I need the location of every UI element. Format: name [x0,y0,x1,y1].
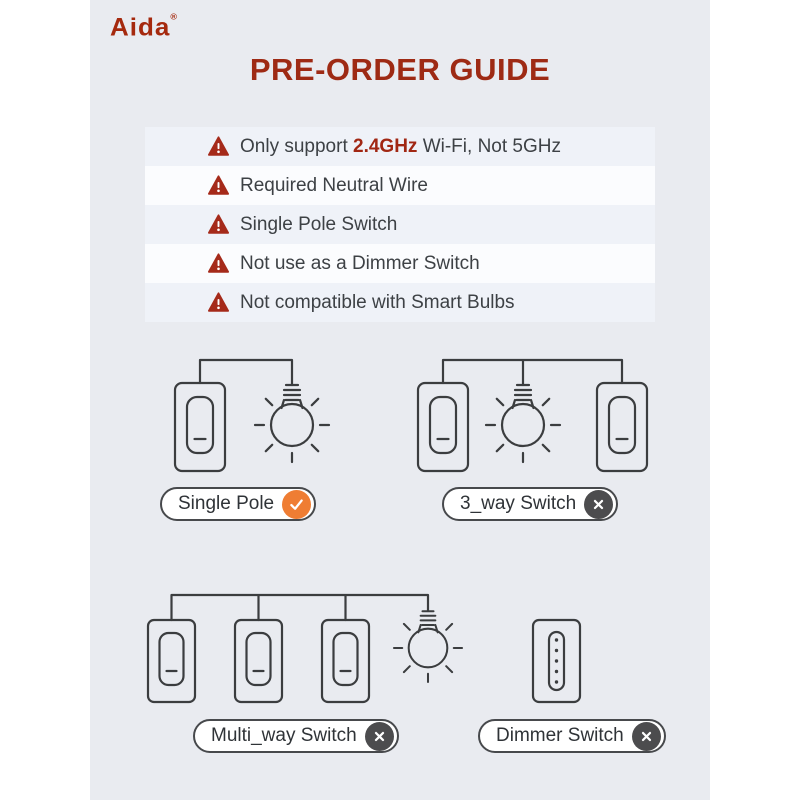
page-title: PRE-ORDER GUIDE [249,52,551,87]
multi-way-label [193,719,399,753]
switch-icon [235,620,282,702]
warning-triangle-icon [208,214,229,235]
warning-text: Not compatible with Smart Bulbs [240,291,515,313]
check-icon [282,490,311,519]
single-pole-diagram [150,348,350,480]
three-way-label-text: 3_way Switch [460,493,577,514]
single-pole-label-text: Single Pole [178,493,275,514]
switch-icon [418,383,468,471]
warning-text: Not use as a Dimmer Switch [240,252,480,274]
switch-icon [148,620,195,702]
x-icon [632,722,661,751]
wire [443,360,622,385]
x-icon [584,490,613,519]
dimmer-label-text: Dimmer Switch [496,725,624,746]
wire [172,595,429,620]
dimmer-diagram [520,612,610,712]
brand-logo [110,13,178,43]
warning-row [145,244,655,283]
switch-icon [175,383,225,471]
content-card [90,0,710,800]
warning-triangle-icon [208,292,229,313]
warning-triangle-icon [208,253,229,274]
warning-row [145,283,655,322]
dimmer-switch-icon [533,620,580,702]
warning-highlight: 2.4GHz [353,135,418,157]
warning-text: Single Pole Switch [240,213,398,235]
warning-list [145,127,655,322]
warning-text: Required Neutral Wire [240,174,428,196]
wire [200,360,292,385]
warning-row [145,205,655,244]
warning-triangle-icon [208,175,229,196]
brand-logo-text: Aida [110,12,171,42]
switch-icon [597,383,647,471]
three-way-diagram [405,348,655,480]
warning-row [145,127,655,166]
registered-mark: ® [170,11,178,22]
light-bulb-icon [486,385,560,462]
three-way-label [442,487,618,521]
multi-way-label-text: Multi_way Switch [211,725,357,746]
switch-icon [322,620,369,702]
light-bulb-icon [255,385,329,462]
light-bulb-icon [394,611,462,682]
x-icon [365,722,394,751]
warning-text: Only support 2.4GHz Wi-Fi, Not 5GHz [240,135,561,157]
multi-way-diagram [130,583,450,715]
warning-row [145,166,655,205]
single-pole-label [160,487,316,521]
dimmer-label [478,719,666,753]
warning-triangle-icon [208,136,229,157]
